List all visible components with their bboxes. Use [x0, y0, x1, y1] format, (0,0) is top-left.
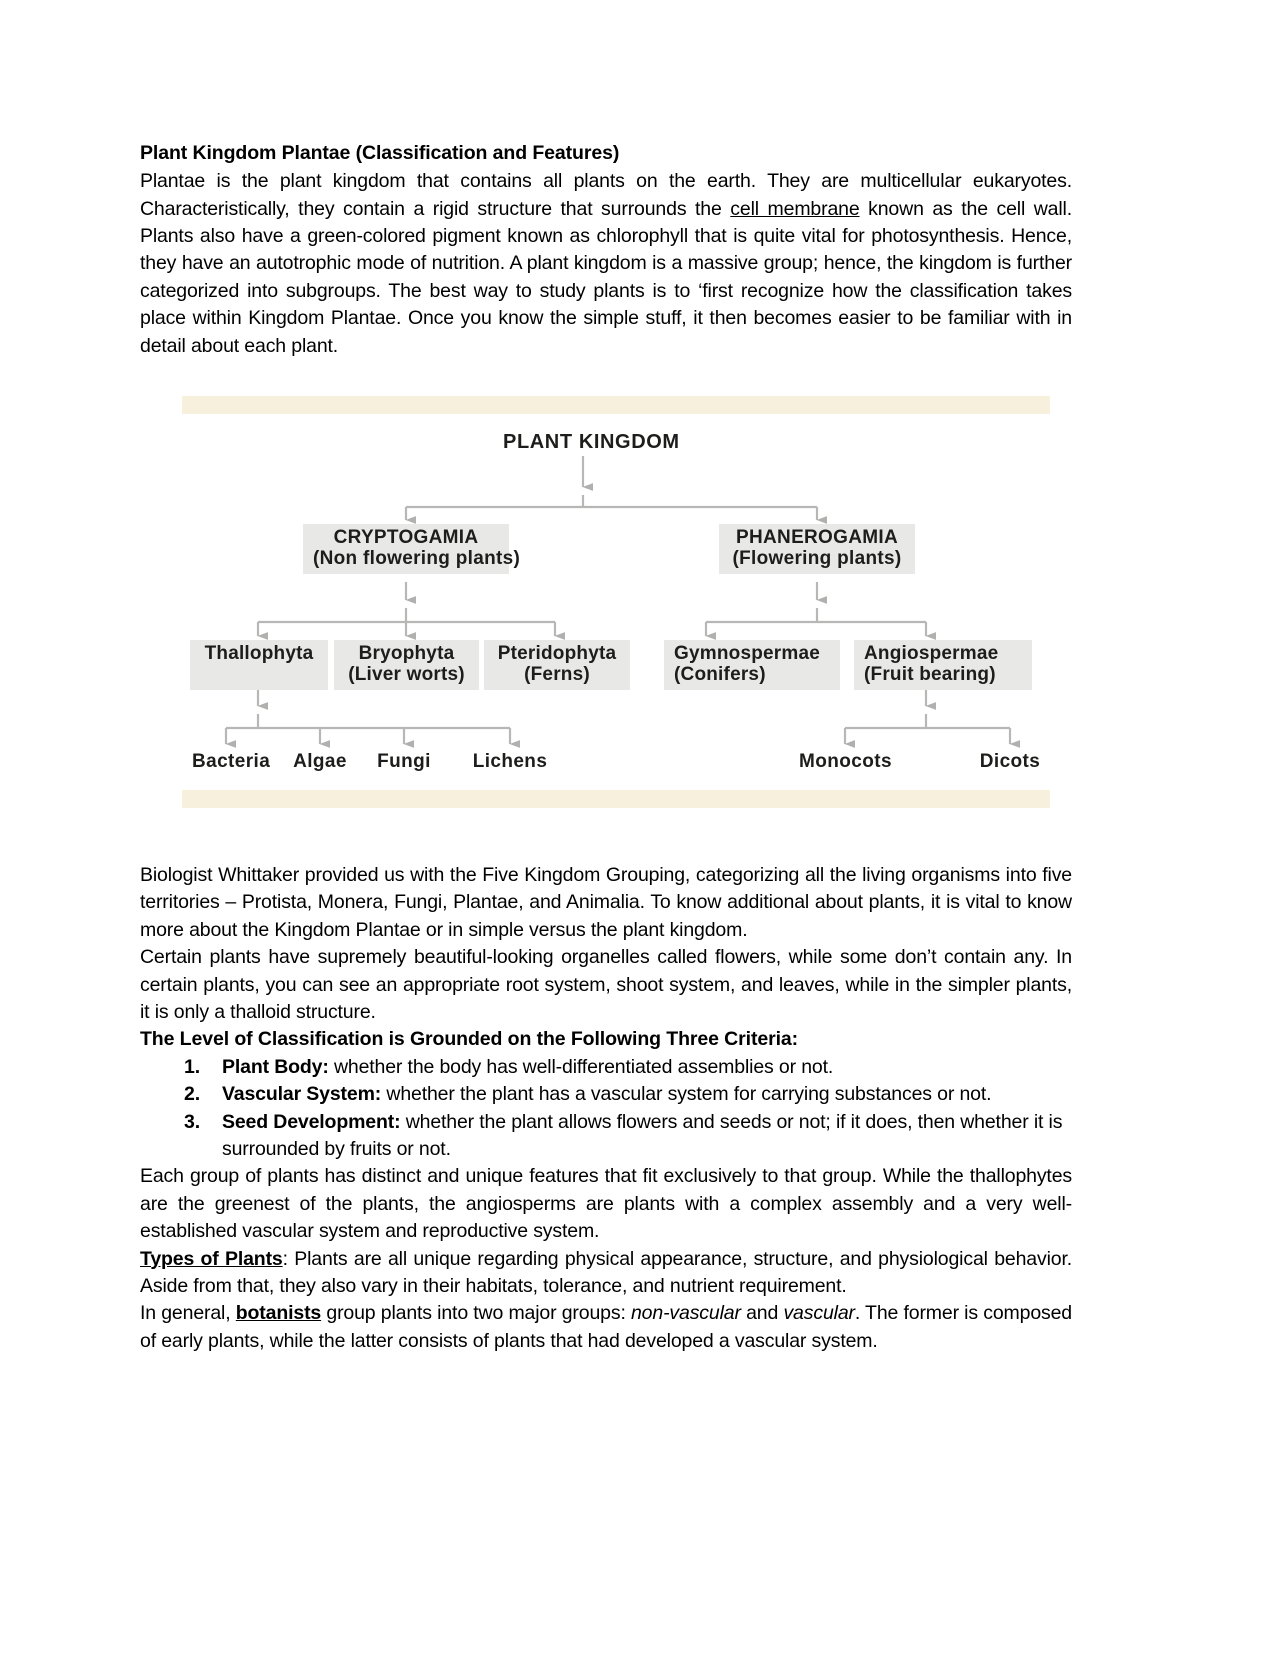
paragraph-types-of-plants [140, 1246, 1072, 1301]
diagram-node-monocots [789, 748, 901, 776]
botanists-part1: In general, [140, 1302, 236, 1325]
list-item [140, 1109, 1072, 1164]
list-item-term: Plant Body: [222, 1055, 329, 1078]
node-label-line2: (Flowering plants) [732, 548, 902, 570]
vascular-emphasis: vascular [783, 1302, 855, 1325]
diagram-node-gymnospermae [664, 640, 840, 690]
types-of-plants-heading: Types of Plants [140, 1247, 283, 1270]
paragraph-flowers: Certain plants have supremely beautiful-looking organelles called flowers, while some don’t contain any. In certain plants, you can see an appropriate root system, shoot system, and leaves, while in the simpler plants, it is only a thalloid structure. [140, 946, 1072, 1023]
node-label-line2: (Ferns) [524, 664, 590, 686]
types-of-plants-body: : Plants are all unique regarding physical appearance, structure, and physiological behavior. Aside from that, they also vary in their habitats, tolerance, and nutrient requirement. [140, 1247, 1072, 1297]
diagram-node-fungi [366, 748, 442, 776]
intro-paragraph [140, 168, 1072, 360]
cell-membrane-link[interactable]: cell membrane [730, 197, 860, 220]
diagram-node-lichens [458, 748, 562, 776]
list-item [140, 1054, 1072, 1081]
node-label-line1: CRYPTOGAMIA [333, 527, 479, 548]
node-label: Fungi [377, 751, 431, 772]
diagram-node-thallophyta [190, 640, 328, 690]
diagram-node-phanerogamia [719, 524, 915, 574]
diagram-node-bacteria [182, 748, 274, 776]
list-item-number: 1. [184, 1055, 200, 1078]
diagram-connectors [182, 414, 1050, 790]
list-item-description: whether the body has well-differentiated assemblies or not. [328, 1055, 834, 1078]
node-label: Lichens [472, 751, 548, 772]
diagram-node-cryptogamia [303, 524, 521, 574]
botanists-part3: and [740, 1302, 784, 1325]
criteria-heading: The Level of Classification is Grounded on the Following Three Criteria: [140, 1028, 799, 1051]
diagram-node-dicots [965, 748, 1055, 776]
node-label-line2: (Fruit bearing) [864, 664, 996, 686]
list-item [140, 1081, 1072, 1108]
criteria-list [140, 1054, 1072, 1164]
diagram-node-bryophyta [334, 640, 479, 690]
classification-diagram [182, 414, 1050, 790]
paragraph-whittaker: Biologist Whittaker provided us with the Five Kingdom Grouping, categorizing all the living organisms into five territories – Protista, Monera, Fungi, Plantae, and Animalia. To know additional about plants, it is vital to know more about the Kingdom Plantae or in simple versus the plant kingdom. [140, 864, 1072, 941]
node-label-line1: Angiospermae [864, 643, 999, 664]
node-label: Monocots [799, 751, 892, 772]
list-item-description: whether the plant allows flowers and seeds or not; if it does, then whether it is surrounded by fruits or not. [222, 1110, 1063, 1160]
node-label-line1: Pteridophyta [497, 643, 617, 664]
paragraph-each-group: Each group of plants has distinct and unique features that fit exclusively to that group. While the thallophytes are the greenest of the plants, the angiosperms are plants with a complex assembly and a very well-established vascular system and reproductive system. [140, 1165, 1072, 1243]
figure-bottom-band [182, 790, 1050, 808]
botanists-part4: . The former is composed of early plants, while the latter consists of plants that had developed a vascular system. [140, 1302, 1073, 1352]
figure-top-band [182, 396, 1050, 414]
list-item-term: Seed Development: [222, 1110, 401, 1133]
list-item-description: whether the plant has a vascular system for carrying substances or not. [381, 1083, 992, 1106]
paragraph-botanists [140, 1300, 1072, 1355]
node-label: Bacteria [192, 751, 271, 772]
node-label-line2: (Conifers) [674, 664, 766, 686]
botanists-part2: group plants into two major groups: [321, 1302, 631, 1325]
node-label-line1: Bryophyta [358, 643, 455, 664]
node-label: Algae [293, 751, 347, 772]
diagram-node-angiospermae [854, 640, 1032, 690]
botanists-term: botanists [235, 1302, 322, 1325]
node-label: Dicots [979, 751, 1041, 772]
node-label-line2: (Liver worts) [348, 664, 465, 686]
page-title: Plant Kingdom Plantae (Classification and Features) [140, 142, 620, 164]
list-item-number: 3. [184, 1110, 200, 1133]
non-vascular-emphasis: non-vascular [630, 1302, 741, 1325]
node-label-line2: (Non flowering plants) [313, 548, 521, 570]
list-item-number: 2. [184, 1083, 200, 1106]
node-label-line1: Thallophyta [204, 643, 314, 664]
diagram-node-algae [280, 748, 360, 776]
diagram-node-plant-kingdom [493, 428, 680, 458]
plant-kingdom-classification-figure [182, 396, 1050, 808]
intro-text-part1: Plantae is the plant kingdom that contains all plants on the earth. They are multicellular eukaryotes. Characteristically, they contain a rigid structure that surrounds the [140, 170, 1072, 220]
diagram-node-pteridophyta [484, 640, 630, 690]
node-label: PLANT KINGDOM [503, 431, 680, 453]
intro-text-part2: known as the cell wall. Plants also have a green-colored pigment known as chlorophyll that is quite vital for photosynthesis. Hence, they have an autotrophic mode of nutrition. A plant kingdom is a massive group; hence, the kingdom is further categorized into subgroups. The best way to study plants is to ‘first recognize how the classification takes place within Kingdom Plantae. Once you know the simple stuff, it then becomes easier to be familiar with in detail about each plant. [140, 197, 1073, 357]
list-item-term: Vascular System: [222, 1083, 382, 1106]
node-label-line1: PHANEROGAMIA [736, 527, 898, 548]
node-label-line1: Gymnospermae [674, 643, 821, 664]
